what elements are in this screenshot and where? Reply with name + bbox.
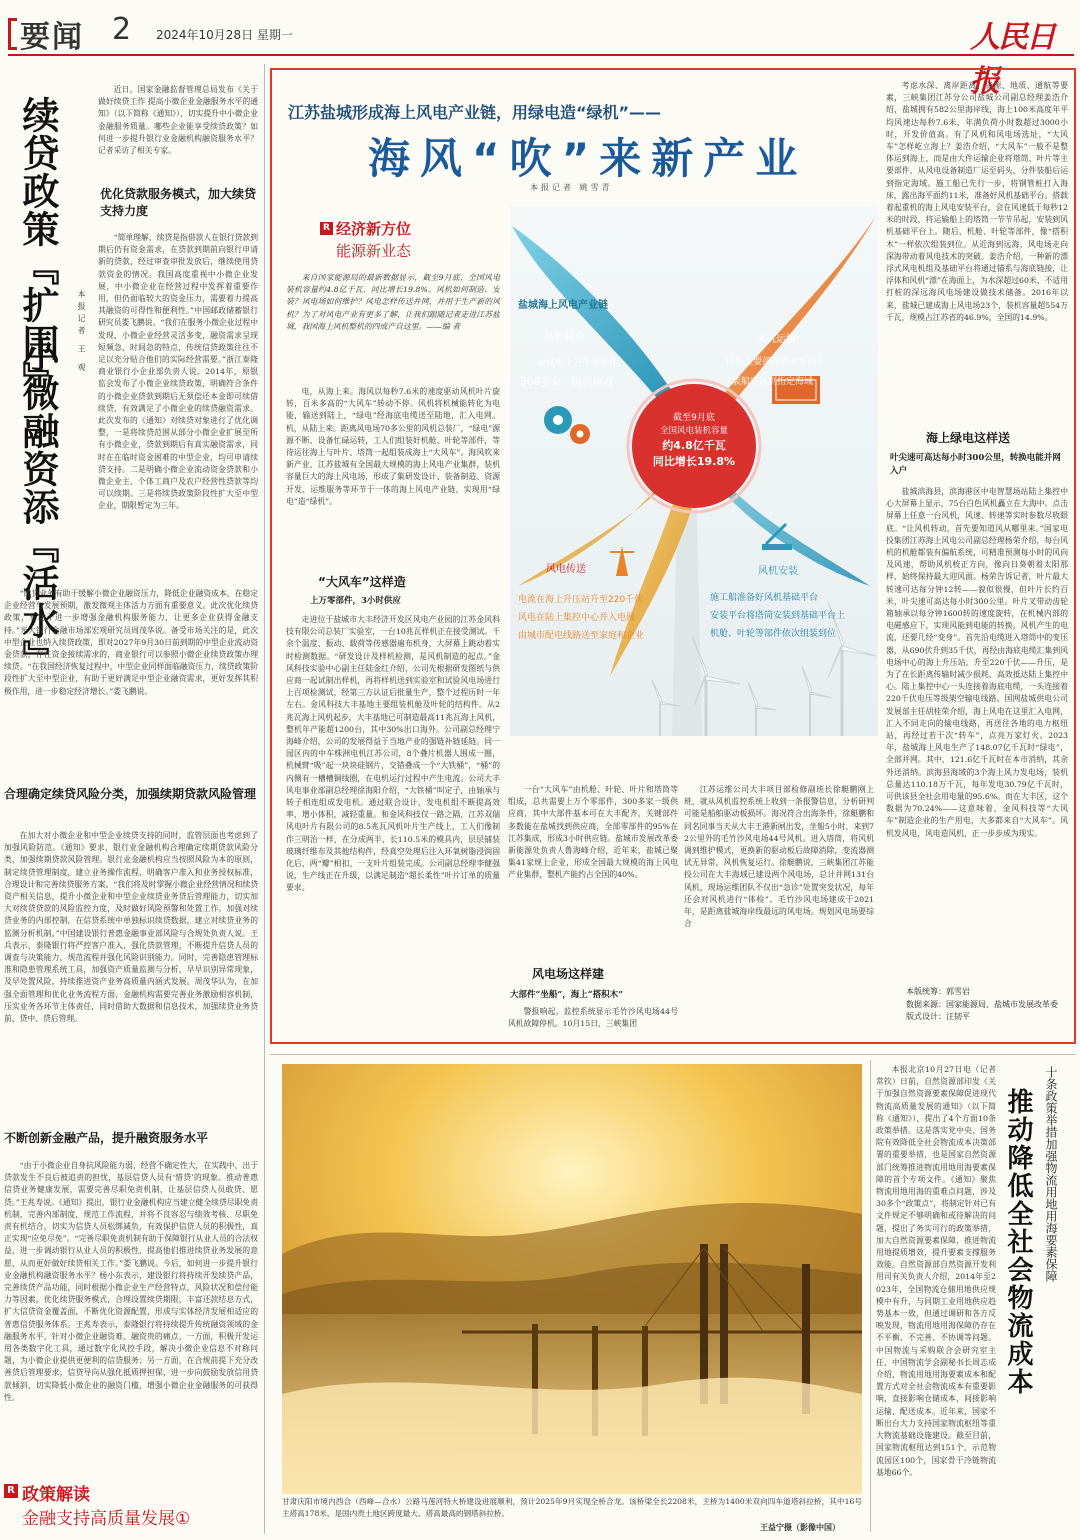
feature-col1-a [286, 386, 500, 562]
left-para-2-text: 在加大对小微企业和中型企业续贷支持的同时，监管层面也考虑到了加强风险防范。《通知》要求，银行业金融机构合理确定续期贷款风险分类，加强续期贷款风险管理。银行业金融机构应当按照风险为本的原则，制定续贷管理制度，建立业务操作流程，明确客户准入和业务授权标准，合理设计和完善续贷服务方案。“我们将及时掌握小微企业经营情况和续贷资产相关信息，提升小微企业和中型企业续贷业务贷后管理能力，切实加大对续贷贷款的风险监控力度，及时做好风险预警和处置工作。加强对续贷业务的内部控制，在信贷系统中单独标识续贷数据，建立对续贷业务的监测分析机制。”中国建设银行普惠金融事业部风险与合规处负责人说。王兵表示，泰隆银行将严控客户准入，强化贷款管理，不断提升信贷人员的调查与决策能力，规范流程并强化风险识别能力。同时，完善隐患管理标准和隐患管理系统工具，加强资产质量监测与分析，早早识别异常现象，及早处置风险，持续推进资产业务高质量内涵式发展。周茂华认为，在加强全面管理和优化业务流程方面，金融机构需要完善业务激励相容机制，压实业务各环节主体责任，同时借助大数据和信息技术，加强续贷业务贷前、贷中、贷后管理。 [4, 831, 258, 1024]
news-photo [282, 1064, 862, 1494]
feature-col1-a-text: 电，从海上来。海风以每秒7.6米的速度驱动风机叶片旋转，百米多高的“大风车”转动不停。风机将机械能转化为电能，输送到陆上，“绿电”经海底电缆送至陆地，汇入电网。机，从陆上来。距离风电场70多公里的风机总装厂，“绿电”源源不断，设备忙碌运转，工人们组装好机舱、叶轮等部件，等待运往海上与叶片、塔筒一起组装成海上“大风车”。海风吹来新产业，江苏盐城有全国最大规模的海上风电产业集群，装机容量巨大的海上风电场，形成了集研发设计、装备制造、资源开发、运维服务等环节于一体的海上风电产业链，实现用“绿电”造“绿机”。 [286, 387, 500, 506]
footer-series-title: 金融支持高质量发展① [22, 1509, 191, 1529]
right-headline: 推动降低全社会物流成本 [1003, 1088, 1033, 1396]
infographic-art [510, 206, 878, 736]
feature-sub-a: “大风车”这样造 [318, 575, 406, 589]
feature-headline: 海风“吹”来新产业 [368, 134, 808, 183]
left-intro [98, 84, 258, 178]
info-sec3-line3: 由城市配电线路送至家庭和企业 [518, 631, 645, 641]
credit-design: 版式设计：汪韧平 [906, 1012, 970, 1021]
info-sec4-line3: 机舱、叶轮等部件依次组装到位 [710, 629, 837, 639]
feature-kicker: 江苏盐城形成海上风电产业链，用绿电造“绿机”—— [288, 103, 662, 122]
feature-col2-a-text: 一台“大风车”由机舱、叶轮、叶片和塔筒等组成，总共需要上万个零部件，300多家一级供应商，其中大部件基本可在大丰配齐，关键部件多数能在盐城找到供应商，全部零部件的95%在江苏集成，形成3小时供应链。盐城市发展改革委新能源处负责人鲁海峰介绍，近年来，盐城已聚集41家规上企业，形成全国最大规模的海上风电产业集群，整机产能约占全国的40%。 [508, 785, 678, 880]
column-tag: 经济新方位 [336, 220, 412, 238]
column-name: 能源新业态 [336, 242, 412, 260]
feature-col4-a [886, 80, 1068, 426]
feature-sub-c2: 叶尖速可高达每小时300公里，转换电能并网入户 [890, 453, 1061, 476]
left-fullwidth [4, 588, 258, 768]
info-sec3-line1: 电流在海上升压站升至220千伏 [518, 595, 644, 605]
footer-tag-icon: R [4, 1484, 18, 1498]
right-article-text [876, 1064, 996, 1530]
left-para-1 [98, 232, 258, 586]
info-sec1-line2: 300多家一级供应商 [520, 376, 614, 388]
photo-caption: 甘肃庆阳市境内西合（西峰—合水）公路马莲河特大桥建设进展顺利，预计2025年9月实现全桥合龙。该桥梁全长2208米，主桥为1400米双向四车道塔斜拉桥，其中16号主塔高178米，是国内贵土地区跨度最大、塔高最高的钢塔斜拉桥。 [282, 1497, 862, 1518]
left-footer [4, 1480, 258, 1536]
issue-date: 2024年10月28日 星期一 [156, 28, 293, 42]
left-para-2 [4, 830, 258, 1122]
bridge-photo-art [282, 1064, 862, 1494]
left-headline-2: 小微融资添『活水』 [16, 336, 59, 678]
section-title: 要闻 [20, 20, 84, 55]
info-title: 盐城海上风电产业链 [518, 300, 608, 311]
masthead-logo: 人民日报 [970, 20, 1054, 99]
credit-data: 数据来源：国家能源局、盐城市发展改革委 [906, 999, 1058, 1009]
left-para-3-text: “由于小微企业自身抗风险能力弱，经营不确定性大，在实践中，出于贷款发生不良后被追责的担忧，基层信贷人员有‘惜贷’的现象。推动普惠信贷业务健康发展，需要完善尽职免责机制，让基层信贷人员敢贷、愿贷。”王兆寿说。《通知》提出，银行业金融机构应当建立健全续贷尽职免责机制，完善内部制度，规范工作流程，并将不良容忍与绩效考核、尽职免责有机结合，切实为信贷人员松绑减负，有效保护信贷人员的积极性，真正实现“应免尽免”。“完善尽职免责机制有助于保障银行从业人员的合法权益，进一步调动银行从业人员的积极性，提高他们推进续贷业务发展的意愿，从而更好做好续贷相关工作。”娄飞鹏说。今后，如何进一步提升银行业金融机构融资服务水平？杨小东表示，建设银行将持续开发续贷产品，完善续贷产品功能，同时根据小微企业生产经营特点，风险状况和偿付能力等因素，优化续贷服务模式，合理设置续贷期限，丰富还款结息方式，扩大信贷资金覆盖面，不断优化资源配置，形成与实体经济发展相适应的普惠信贷服务体系。王兆寿表示，泰隆银行将持续提升传统融资领域的金融服务水平，针对小微企业融资难、融资贵的痛点，一方面，积极开发运用各类数字化工具，通过数字化风控手段，解决小微企业信息不对称问题，为小微企业提供更便利的信贷服务；另一方面，在合规前提下充分改善贷后管理要求，信贷导向从强化抵质押担保，进一步向鼓励发放信用贷款倾斜，切实降低小微企业的融资门槛，增强小微企业金融服务的可获得性。 [4, 1161, 258, 1402]
editor-note-text: 来自国家能源局的最新数据显示，截至9月底，全国风电装机容量约4.8亿千瓦，同比增长19.8%。风机如何制造、安装？风电场如何维护？风电怎样传送并网，并用于生产新的风机？为了对风电产业有更多了解，让我们跟随记者走进江苏盐城，我国海上风机整机的四成产自这里。——编 者 [286, 273, 500, 331]
row-divider [270, 1054, 1076, 1055]
left-intro-text: 近日，国家金融监督管理总局发布《关于做好续贷工作 提高小微企业金融服务水平的通知》（以下简称《通知》），切实提升中小微企业金融服务质量。哪些企业能享受续贷政策？如何进一步提升银行业金融机构融资服务水平？记者采访了相关专家。 [98, 85, 258, 156]
info-sec1-line1: 一台风机上万个零部件 [528, 359, 619, 369]
left-sub-2: 合理确定续贷风险分类，加强续期贷款风险管理 [4, 787, 257, 801]
editor-note [286, 272, 500, 376]
info-sec2-line1: 风机主要部件被运至码头 [726, 357, 826, 367]
left-para-3 [4, 1160, 258, 1480]
info-sec4-line2: 安装平台将塔筒安装到基础平台上 [710, 611, 846, 621]
feature-col2-b [508, 1006, 678, 1036]
column-divider [264, 64, 265, 1534]
header-rule [8, 54, 1074, 56]
feature-col3-text: 江苏运维公司大丰项目部检修副班长徐艇鹏刚上班，就从风机监控系统上收到一条报警信息，分析研判可能是船舶驱动板损坏。海况符合出海条件，徐艇鹏和同名同事当天从大丰王港新闸出发，坐船5小时，来到72公里外的毛竹沙风电场44号风机。进入塔筒，将风机调到维护模式，更换新的驱动板后故障消除，变流器测试无异常，风机恢复运行。徐艇鹏说，三峡集团江苏能投公司在大丰海域已建设两个风电场，总计并网131台风机，现场运维团队不仅出“急诊”处置突发状况，每年还会对风机进行“体检”。毛竹沙风电场建成于2021年，是距离盐城海岸线最远的风电场。规划风电场要综合 [684, 785, 874, 929]
page-number: 2 [112, 12, 132, 47]
right-divider [870, 1060, 871, 1532]
feature-col4-a-text: 考虑水深、离岸距离、资源、地质、通航等要素，三峡集团江苏分公司盐城公司副总经理姜浩介绍，盐城拥有582公里海岸线，海上100米高度年平均风速达每秒7.6米，年满负荷小时数超过3000小时，开发价值高。有了风机和风电场选址，“大风车”怎样屹立海上？姜浩介绍，“大风车”一般不是整体运到海上，而是由大件运输企业将塔筒、叶片等主要部件，从风电设备制造厂运至码头，分件装船后运到指定海域。施工船已先行一步，将钢管桩打入海床，露出海平面约11米，准备好风机基础平台。搭载着起重机的海上风电安装平台，会在风速低于每秒12米的时段，将运输船上的塔筒一节节吊起，安装到风机基础平台上。随后，机舱、叶轮等部件，像“搭积木”一样依次组装到位。从近海到远海，风电场走向深海带动着风电技术的突破。姜浩介绍，一种新的漂浮式风电机组及基础平台将通过锚系与海底链接，让浮体和风机“漂”在海面上，为水深超过60米、不适用打桩的深远海风电场建设做技术储备。2016年以来，盐城已建成海上风电场23个，装机容量超554万千瓦，规模占江苏省的46.9%，全国的14.9%。 [886, 81, 1068, 322]
left-fullwidth-text: “续贷业务有助于缓解小微企业融资压力，降低企业融资成本，在稳定企业经营与发展预期，激发微观主体活力方面有重要意义。此次优化续贷政策，有助于进一步增强金融机构服务能力，让更多企业获得金融支持。”光大银行金融市场部宏观研究员周茂华说。备受市场关注的是，此次中型企业也纳入续贷政策，即对2027年9月30日前到期的中型企业流动资金贷款，存在资金接续需求的，商业银行可以参照小微企业续贷政策办理续贷。“在我国经济恢复过程中，中型企业同样面临融资压力，续贷政策阶段性扩大至中型企业，有助于更好满足中型企业融资需求，更好发挥其积极作用，进一步稳定经济增长。”娄飞鹏说。 [4, 589, 258, 696]
crane-icon [762, 544, 792, 550]
photo-credit: 王益宁摄（影像中国） [760, 1522, 840, 1532]
footer-tag: 政策解读 [22, 1485, 90, 1505]
left-headline-1: 续贷政策『扩围』 [16, 96, 59, 400]
credit-editor: 本版统筹：郭雪岩 [906, 987, 970, 996]
feature-credits [906, 986, 1072, 1024]
left-sub-3: 不断创新金融产品，提升融资服务水平 [4, 1131, 209, 1145]
feature-col2-a [508, 784, 678, 956]
feature-col2-b-text: 警报响起，监控系统显示毛竹沙风电场44号风机故障停机。10月15日，三峡集团 [508, 1007, 678, 1029]
info-center [630, 412, 758, 470]
feature-col1-b [286, 614, 500, 1034]
feature-byline: 本报记者 姚雪青 [530, 183, 613, 192]
feature-col4-b-text: 盐城滨海县，滨海港区中电智慧场站陆上集控中心大屏幕上显示，75台白色风机矗立在大海中。点击屏幕上任意一台风机，风速、转速等实时参数尽收眼底。“让风机转动，首先要知道风从哪里来。”国家电投集团江苏海上风电公司副总经理杨荣介绍，每台风机的机舱都装有偏航系统，可精准预测每小时的风向及风速，帮助风机校正方向，像向日葵朝着太阳那样，始终保持最大迎风面。杨荣告诉记者，叶片最大转速可达每分钟12转——貌似很慢，但叶片长约百米，叶尖速可高达每小时300公里。叶片叉带动齿轮箱轴承以每分钟1600转的速度旋转，在机械内部的电磁感应下，实现风能到电能的转换。风机产生的电流，还要几经“变身”。首先沿电缆进入塔筒中的变压器，从690伏升到35千伏，再经由海底电缆汇集到风电场中心的海上升压站，升至220千伏——升压，是为了在长距离传输时减少损耗，高效抵达陆上集控中心。陆上集控中心一头连接着海底电缆，一头连接着220千伏电压等级架空输电线路。国网盐城供电公司发展部主任胡桂荣介绍，海上风电在这里汇入电网，汇入不同走向的输电线路，再送往各地的电力枢纽站，再经过若干次“转车”，点亮万家灯火。2023年，盐城海上风电生产了148.07亿千瓦时“绿电”，全部并网。其中，121.6亿千瓦时在本市消纳，其余外送消纳。滨海县海域的3个海上风力发电场，装机总量达110.18万千瓦，每年发电30.79亿千瓦时，可供该县全社会用电量的95.6%。而在大丰区，这个数据为70.24%——这意味着，金风科技等“大风车”制造企业的生产用电，大多都来自“大风车”。风机发风电，风电造风机，正一步步成为现实。 [886, 487, 1068, 838]
feature-sub-b2: 大部件“坐船”，海上“搭积木” [510, 990, 624, 1000]
info-sec3-title: 风电传送 [546, 564, 586, 575]
section-bracket [8, 18, 17, 50]
feature-col1-b-text: 走进位于盐城市大丰经济开发区风电产业园的江苏金风科技有限公司总装厂实验室，一台10兆瓦样机正在接受测试。千余个温度、振动、载荷等传感器遍布机身，大屏幕上跳动着实时检测数据。“研发设计及样机检测，是风机制造的起点。”金风科技实验中心副主任陆金红介绍，公司先根据研发图纸与供应商一起试制出样机，再将样机送到实验室和试验风电场进行上百项检测试，经第三方认证后批量生产，整个过程历时一年左右。金风科技大丰基地主要组装机舱及叶轮的结构件。从2兆瓦海上风机起步，大丰基地已可制造最高11兆瓦海上风机，整机年产能超1200台，其中30%出口海外。公司副总经理宁海峰介绍，公司的发展得益于当地产业的强链补链延链。同一园区内的中车株洲电机江苏公司，8个叠片机器人围成一圈，机械臂“吸”起一块块硅钢片，交错叠成一个“大铁桶”，“桶”的内侧有一槽槽铜线圈，在电机运行过程中产生电流。公司大丰风电事业部副总经理徐海阳介绍，“大铁桶”叫定子，由轴承与转子相连组成发电机。通过联合设计，发电机组不断提高效率，增小体积，减轻重量。和金风科技仅一路之隔，江苏双瑞风电叶片有限公司的8.5兆瓦风机叶片生产线上，工人们像制作三明治一样，在分成两半、长110.5米的模具内，层层铺装玻璃纤维布及其他结构件，经真空处理后注入环氧树脂浸润固化后，两“瓣”相扣，一支叶片组装完成。公司副总经理李健强说，生产线正在升级，以满足制造“超长柔性”叶片订单的质量要求。 [286, 615, 500, 893]
info-sec3-line2: 风电在陆上集控中心并入电网 [518, 613, 636, 623]
feature-col3 [684, 784, 874, 1036]
info-center-line3: 约4.8亿千瓦 [662, 439, 726, 452]
right-kicker: 十条政策举措加强物流用地用海要素保障 [1044, 1066, 1058, 1282]
left-para-1-text: “简单理解，续贷是指借款人在银行贷款到期后仍有资金需求，在贷款到期前向银行申请新的贷款，经过审查审批发放后，继续使用贷款资金的情况。我国高度重视中小微企业发展，中小微企业在经营过程中发挥着重要作用，但仍面临较大的资金压力，需要着力提高其融资的可得性和便利性。”中国邮政储蓄银行研究员娄飞鹏说。“我们在服务小微企业过程中发现，小微企业经营灵活多变，融资需求呈现短频急，时间急的特点，传统信贷政策往往不足以充分贴合他们的实际经营需要。”浙江泰隆商业银行小企业部负责人说。2014年，原银监会发布了小微企业续贷政策，明确符合条件的小微企业贷款到期后无须偿还本金即可续借续贷，有效满足了小微企业的续贷融资需求。此次发布的《通知》对续贷对象进行了优化调整，一是将续贷范围从部分小微企业扩展至所有小微企业，贷款到期后有真实融资需求，同时在在临时资金困难的中型企业，均可申请续贷支持。二是明确小微企业流动资金贷款和小微企业主、个体工商户及农户经营性贷款等均可以续期。三是将续贷政策阶段性扩大至中型企业，期限暂定为三年。 [98, 233, 258, 511]
info-sec1-title: 风机制造 [544, 332, 584, 343]
feature-sub-b: 风电场这样建 [532, 967, 605, 981]
left-byline: 本报记者 王 观 [77, 290, 86, 376]
page-header [0, 0, 1080, 99]
info-sec4-title: 风机安装 [758, 566, 798, 577]
column-tag-icon: R [320, 222, 333, 235]
feature-sub-c: 海上绿电这样送 [926, 431, 1011, 445]
right-article-body: 本报北京10月27日电（记者常钦）日前，自然资源部印发《关于加强自然资源要素保障促进现代物流高质量发展的通知》（以下简称《通知》），提出了4个方面10条政策举措。这是落实党中央、国务院有效降低全社会物流成本决策部署的重要举措，也是国家自然资源部门统筹推进物流用地用海要素保障的首个专项文件。《通知》聚焦物流用地用海的重难点问题，涉及30多个“政策点”，将制定针对已有文件规定不够明确和或待解决的问题，提出了务实可行的政策举措，加大自然资源要素保障，推进物流用地提质增效，提升要素支撑服务效能。自然资源部自然资源开发利用司有关负责人介绍，2014年至2023年，全国物流仓储用地供应规模中有升，与同期工业用地供应趋势基本一致，但通过调研和各方反映发现，物流用地用海保障仍存在不平衡、不完善、不协调等问题。中国物流与采购联合会研究室主任、中国物流学会副秘书长周志成介绍，物流用地用海要素成本和配置方式对全社会物流成本有重要影响，直接影响仓储成本，间接影响运输、配送成本。近年来，国家不断出台大力支持国家物流枢纽等重大物流基础设施建设。截至目前，国家物流枢纽达到151个，示范物流园区100个，国家骨干冷链物流基地66个。 [876, 1065, 996, 1477]
info-sec2-line2: 装船后运到指定海域 [732, 377, 814, 387]
left-sub-1: 优化贷款服务模式，加大续贷支持力度 [100, 187, 257, 218]
info-center-line4: 同比增长19.8% [652, 455, 736, 468]
info-sec2-title: 风机运输 [756, 334, 796, 345]
infographic [510, 206, 878, 736]
info-center-line2: 全国风电装机容量 [659, 426, 728, 436]
info-center-line1: 截至9月底 [673, 413, 715, 423]
info-sec4-line1: 施工船准备好风机基础平台 [710, 593, 819, 603]
feature-col4-b [886, 486, 1068, 986]
feature-sub-a2: 上万零部件，3小时供应 [310, 596, 401, 606]
